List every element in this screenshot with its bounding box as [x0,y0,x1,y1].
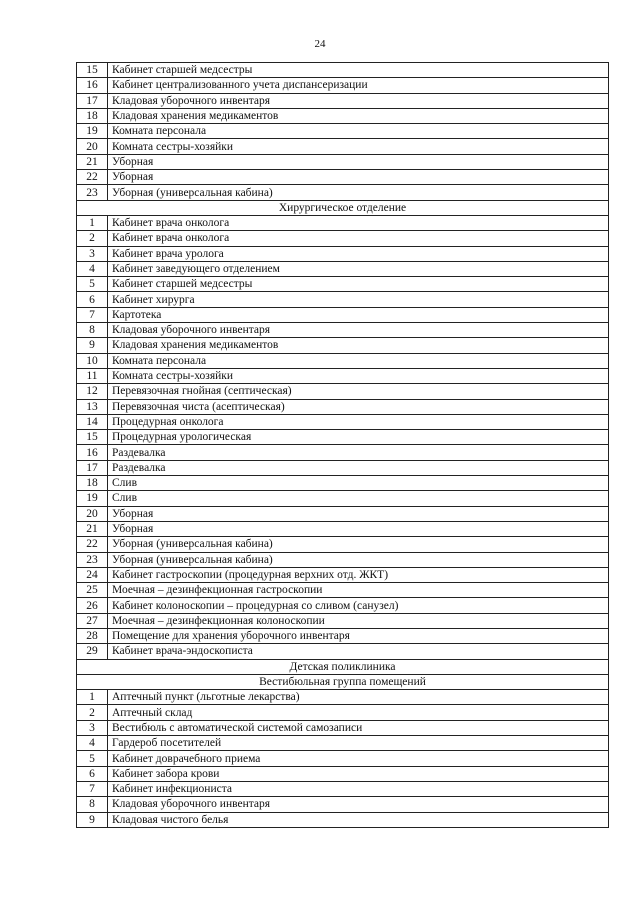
table-row [77,491,609,506]
table-row [77,323,609,338]
room-name: Кладовая уборочного инвентаря [108,797,609,812]
table-row [77,185,609,200]
room-name: Кладовая уборочного инвентаря [108,93,609,108]
table-row [77,338,609,353]
section-title: Детская поликлиника [77,659,609,674]
room-name: Кабинет доврачебного приема [108,751,609,766]
row-number: 7 [77,307,108,322]
row-number: 2 [77,705,108,720]
row-number: 18 [77,476,108,491]
room-name: Перевязочная чиста (асептическая) [108,399,609,414]
room-name: Аптечный склад [108,705,609,720]
row-number: 5 [77,277,108,292]
row-number: 6 [77,766,108,781]
row-number: 27 [77,613,108,628]
table-row [77,414,609,429]
table-row [77,445,609,460]
table-row [77,154,609,169]
room-name: Кабинет старшей медсестры [108,63,609,78]
table-row [77,63,609,78]
room-name: Кабинет заведующего отделением [108,261,609,276]
room-name: Комната персонала [108,124,609,139]
room-name: Перевязочная гнойная (септическая) [108,384,609,399]
table-row [77,766,609,781]
room-name: Вестибюль с автоматической системой самозаписи [108,720,609,735]
row-number: 1 [77,215,108,230]
row-number: 11 [77,368,108,383]
room-name: Кабинет врача-эндоскописта [108,644,609,659]
row-number: 24 [77,567,108,582]
table-row [77,246,609,261]
row-number: 6 [77,292,108,307]
row-number: 17 [77,460,108,475]
room-name: Кабинет централизованного учета диспансеризации [108,78,609,93]
row-number: 3 [77,720,108,735]
row-number: 1 [77,690,108,705]
room-name: Моечная – дезинфекционная гастроскопии [108,583,609,598]
row-number: 8 [77,797,108,812]
row-number: 21 [77,154,108,169]
table-row [77,797,609,812]
table-row [77,705,609,720]
row-number: 19 [77,124,108,139]
rooms-table-body [77,63,609,828]
room-name: Комната персонала [108,353,609,368]
room-name: Гардероб посетителей [108,736,609,751]
table-row [77,231,609,246]
row-number: 20 [77,139,108,154]
table-row [77,506,609,521]
room-name: Кладовая хранения медикаментов [108,108,609,123]
section-title: Хирургическое отделение [77,200,609,215]
row-number: 16 [77,78,108,93]
row-number: 9 [77,338,108,353]
room-name: Уборная (универсальная кабина) [108,185,609,200]
rooms-table [76,62,609,828]
room-name: Кабинет хирурга [108,292,609,307]
table-row [77,124,609,139]
row-number: 26 [77,598,108,613]
room-name: Кабинет гастроскопии (процедурная верхних отд. ЖКТ) [108,567,609,582]
table-row [77,307,609,322]
room-name: Помещение для хранения уборочного инвентаря [108,628,609,643]
table-row [77,751,609,766]
row-number: 15 [77,430,108,445]
table-row [77,628,609,643]
row-number: 2 [77,231,108,246]
row-number: 4 [77,261,108,276]
room-name: Процедурная онколога [108,414,609,429]
section-title: Вестибюльная группа помещений [77,674,609,689]
table-row [77,720,609,735]
table-row [77,170,609,185]
table-row [77,353,609,368]
row-number: 7 [77,781,108,796]
row-number: 17 [77,93,108,108]
row-number: 19 [77,491,108,506]
row-number: 12 [77,384,108,399]
row-number: 4 [77,736,108,751]
row-number: 18 [77,108,108,123]
room-name: Кабинет старшей медсестры [108,277,609,292]
table-row [77,430,609,445]
room-name: Кабинет колоноскопии – процедурная со сливом (санузел) [108,598,609,613]
table-row [77,93,609,108]
row-number: 23 [77,552,108,567]
row-number: 15 [77,63,108,78]
room-name: Уборная (универсальная кабина) [108,552,609,567]
room-name: Кабинет забора крови [108,766,609,781]
room-name: Процедурная урологическая [108,430,609,445]
room-name: Комната сестры-хозяйки [108,139,609,154]
room-name: Комната сестры-хозяйки [108,368,609,383]
room-name: Уборная [108,170,609,185]
row-number: 22 [77,537,108,552]
row-number: 13 [77,399,108,414]
row-number: 14 [77,414,108,429]
row-number: 16 [77,445,108,460]
table-row [77,644,609,659]
table-row [77,690,609,705]
room-name: Кабинет врача онколога [108,231,609,246]
table-row [77,399,609,414]
row-number: 25 [77,583,108,598]
room-name: Слив [108,476,609,491]
room-name: Уборная [108,506,609,521]
row-number: 5 [77,751,108,766]
room-name: Аптечный пункт (льготные лекарства) [108,690,609,705]
page-number: 24 [314,38,326,50]
table-row [77,537,609,552]
room-name: Кладовая хранения медикаментов [108,338,609,353]
room-name: Уборная [108,154,609,169]
table-row [77,736,609,751]
row-number: 22 [77,170,108,185]
section-row [77,200,609,215]
table-row [77,78,609,93]
room-name: Картотека [108,307,609,322]
room-name: Раздевалка [108,460,609,475]
table-row [77,261,609,276]
room-name: Уборная [108,521,609,536]
table-row [77,781,609,796]
row-number: 8 [77,323,108,338]
section-row [77,659,609,674]
table-row [77,613,609,628]
room-name: Кладовая чистого белья [108,812,609,827]
table-row [77,292,609,307]
row-number: 20 [77,506,108,521]
table-row [77,552,609,567]
room-name: Кладовая уборочного инвентаря [108,323,609,338]
table-row [77,139,609,154]
table-row [77,368,609,383]
row-number: 28 [77,628,108,643]
table-row [77,521,609,536]
room-name: Раздевалка [108,445,609,460]
row-number: 3 [77,246,108,261]
row-number: 23 [77,185,108,200]
room-name: Кабинет врача онколога [108,215,609,230]
row-number: 29 [77,644,108,659]
table-row [77,476,609,491]
room-name: Слив [108,491,609,506]
room-name: Моечная – дезинфекционная колоноскопии [108,613,609,628]
room-name: Кабинет инфекциониста [108,781,609,796]
table-row [77,460,609,475]
table-row [77,384,609,399]
row-number: 10 [77,353,108,368]
table-row [77,215,609,230]
table-row [77,108,609,123]
room-name: Уборная (универсальная кабина) [108,537,609,552]
table-row [77,583,609,598]
row-number: 9 [77,812,108,827]
table-row [77,277,609,292]
section-row [77,674,609,689]
table-row [77,567,609,582]
row-number: 21 [77,521,108,536]
room-name: Кабинет врача уролога [108,246,609,261]
table-row [77,598,609,613]
table-row [77,812,609,827]
